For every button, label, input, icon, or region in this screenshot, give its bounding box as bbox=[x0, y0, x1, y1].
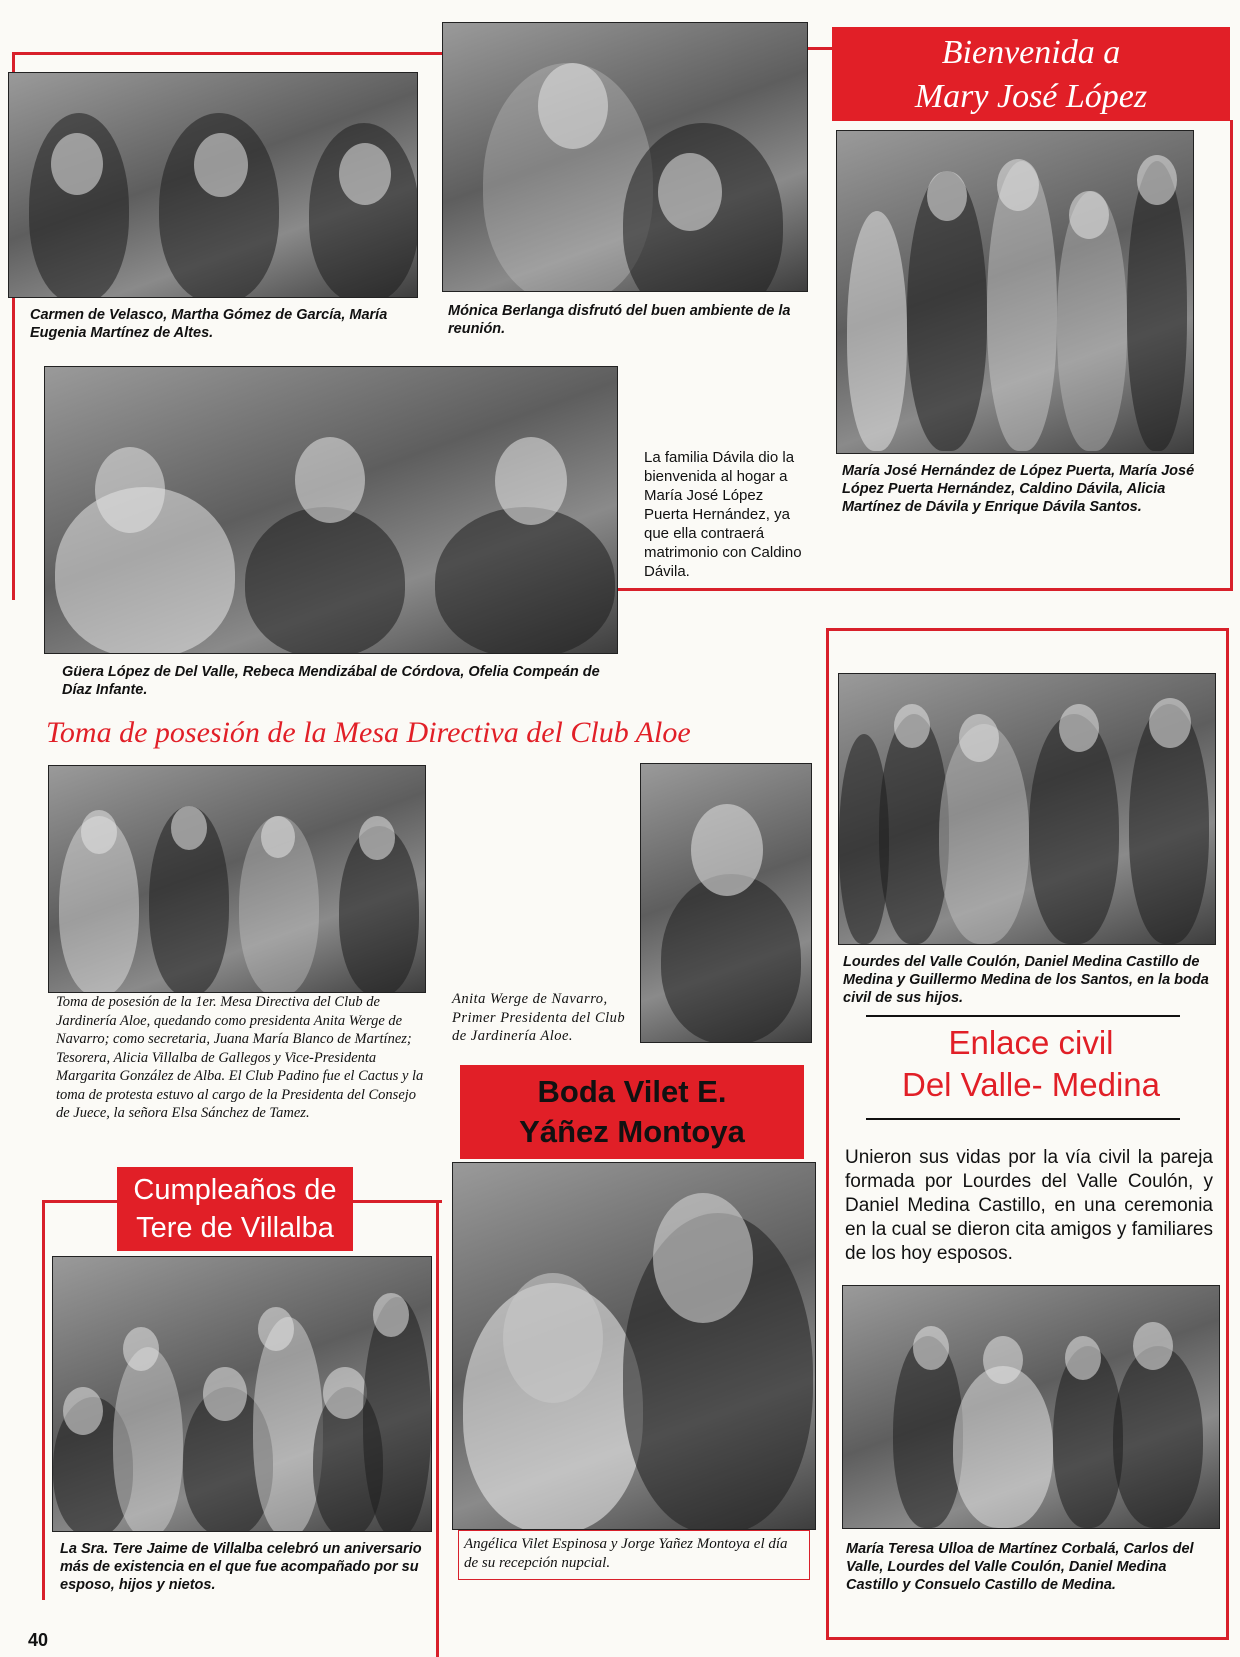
photo-women-at-table bbox=[44, 366, 618, 654]
frame-welcome-bottom bbox=[618, 588, 1233, 591]
title-birthday bbox=[117, 1167, 353, 1251]
caption-women-at-table: Güera López de Del Valle, Rebeca Mendizábal de Córdova, Ofelia Compeán de Díaz Infante. bbox=[62, 664, 600, 698]
title-wedding-line1: Boda Vilet E. bbox=[537, 1074, 727, 1109]
story-civil: Unieron sus vidas por la vía civil la pareja formada por Lourdes del Valle Coulón, y Daniel Medina Castillo, en una ceremonia en la cual se dieron cita amigos y familiares de los hoy esposos. bbox=[845, 1147, 1213, 1264]
story-davila: La familia Dávila dio la bienvenida al hogar a María José López Puerta Hernández, ya que ella contraerá matrimonio con Caldino Dávila. bbox=[644, 449, 802, 580]
caption-anita-werge: Anita Werge de Navarro, Primer Presidenta del Club de Jardinería Aloe. bbox=[452, 991, 626, 1044]
photo-anita-werge bbox=[640, 763, 812, 1043]
title-welcome-line1: Bienvenida a bbox=[941, 34, 1121, 71]
title-wedding-line2: Yáñez Montoya bbox=[519, 1114, 745, 1149]
photo-wedding-couple bbox=[452, 1162, 816, 1530]
frame-welcome-right bbox=[1230, 120, 1233, 590]
caption-aloe-board: Toma de posesión de la 1er. Mesa Directiva del Club de Jardinería Aloe, quedando como presidenta Anita Werge de Navarro; como secretaria, Juana María Blanco de Martínez; Tesorera, Alicia Villalba de Gallegos y Vice-Presidenta Margarita González de Alba. El Club Padino fue el Cactus y la toma de protesta estuvo al cargo de la Presidenta del Consejo de Juece, la señora Elsa Sánchez de Tamez. bbox=[56, 994, 424, 1121]
title-welcome bbox=[832, 27, 1230, 121]
title-civil-line2: Del Valle- Medina bbox=[901, 1066, 1160, 1103]
page-number: 40 bbox=[28, 1630, 49, 1650]
photo-birthday-family bbox=[52, 1256, 432, 1532]
caption-three-women: Carmen de Velasco, Martha Gómez de García, María Eugenia Martínez de Altes. bbox=[30, 307, 388, 341]
photo-aloe-board bbox=[48, 765, 426, 993]
frame-birthday-left bbox=[42, 1200, 45, 1600]
photo-three-women bbox=[8, 72, 418, 298]
photo-davila-family bbox=[836, 130, 1194, 454]
caption-birthday: La Sra. Tere Jaime de Villalba celebró un aniversario más de existencia en el que fue acompañado por su esposo, hijos y nietos. bbox=[60, 1541, 422, 1593]
caption-civil-couple: María Teresa Ulloa de Martínez Corbalá, Carlos del Valle, Lourdes del Valle Coulón, Daniel Medina Castillo y Consuelo Castillo de Medina. bbox=[846, 1541, 1194, 1593]
title-aloe: Toma de posesión de la Mesa Directiva del Club Aloe bbox=[46, 716, 691, 749]
title-welcome-line2: Mary José López bbox=[914, 78, 1148, 115]
caption-civil-parents: Lourdes del Valle Coulón, Daniel Medina Castillo de Medina y Guillermo Medina de los Santos, en la boda civil de sus hijos. bbox=[843, 954, 1209, 1006]
title-birthday-line1: Cumpleaños de bbox=[133, 1174, 337, 1206]
caption-wedding: Angélica Vilet Espinosa y Jorge Yañez Montoya el día de su recepción nupcial. bbox=[464, 1536, 788, 1571]
frame-civil-left bbox=[826, 628, 829, 1640]
frame-civil-right bbox=[1226, 628, 1229, 1640]
divider-civil-bottom bbox=[866, 1118, 1180, 1120]
frame-civil-bottom bbox=[826, 1637, 1229, 1640]
title-wedding bbox=[460, 1065, 804, 1159]
frame-welcome-top-left bbox=[12, 52, 442, 55]
caption-davila-family: María José Hernández de López Puerta, María José López Puerta Hernández, Caldino Dávila, Alicia Martínez de Dávila y Enrique Dávila Santos. bbox=[842, 463, 1195, 515]
frame-civil-top bbox=[826, 628, 1229, 631]
title-birthday-line2: Tere de Villalba bbox=[136, 1212, 334, 1244]
photo-civil-parents bbox=[838, 673, 1216, 945]
frame-birthday-right bbox=[436, 1200, 439, 1657]
divider-civil-top bbox=[866, 1015, 1180, 1017]
photo-monica-berlanga bbox=[442, 22, 808, 292]
title-civil bbox=[840, 1022, 1222, 1106]
frame-welcome-top-right bbox=[805, 47, 835, 50]
title-civil-line1: Enlace civil bbox=[948, 1024, 1114, 1061]
caption-monica-berlanga: Mónica Berlanga disfrutó del buen ambiente de la reunión. bbox=[448, 303, 791, 337]
photo-civil-couple bbox=[842, 1285, 1220, 1529]
